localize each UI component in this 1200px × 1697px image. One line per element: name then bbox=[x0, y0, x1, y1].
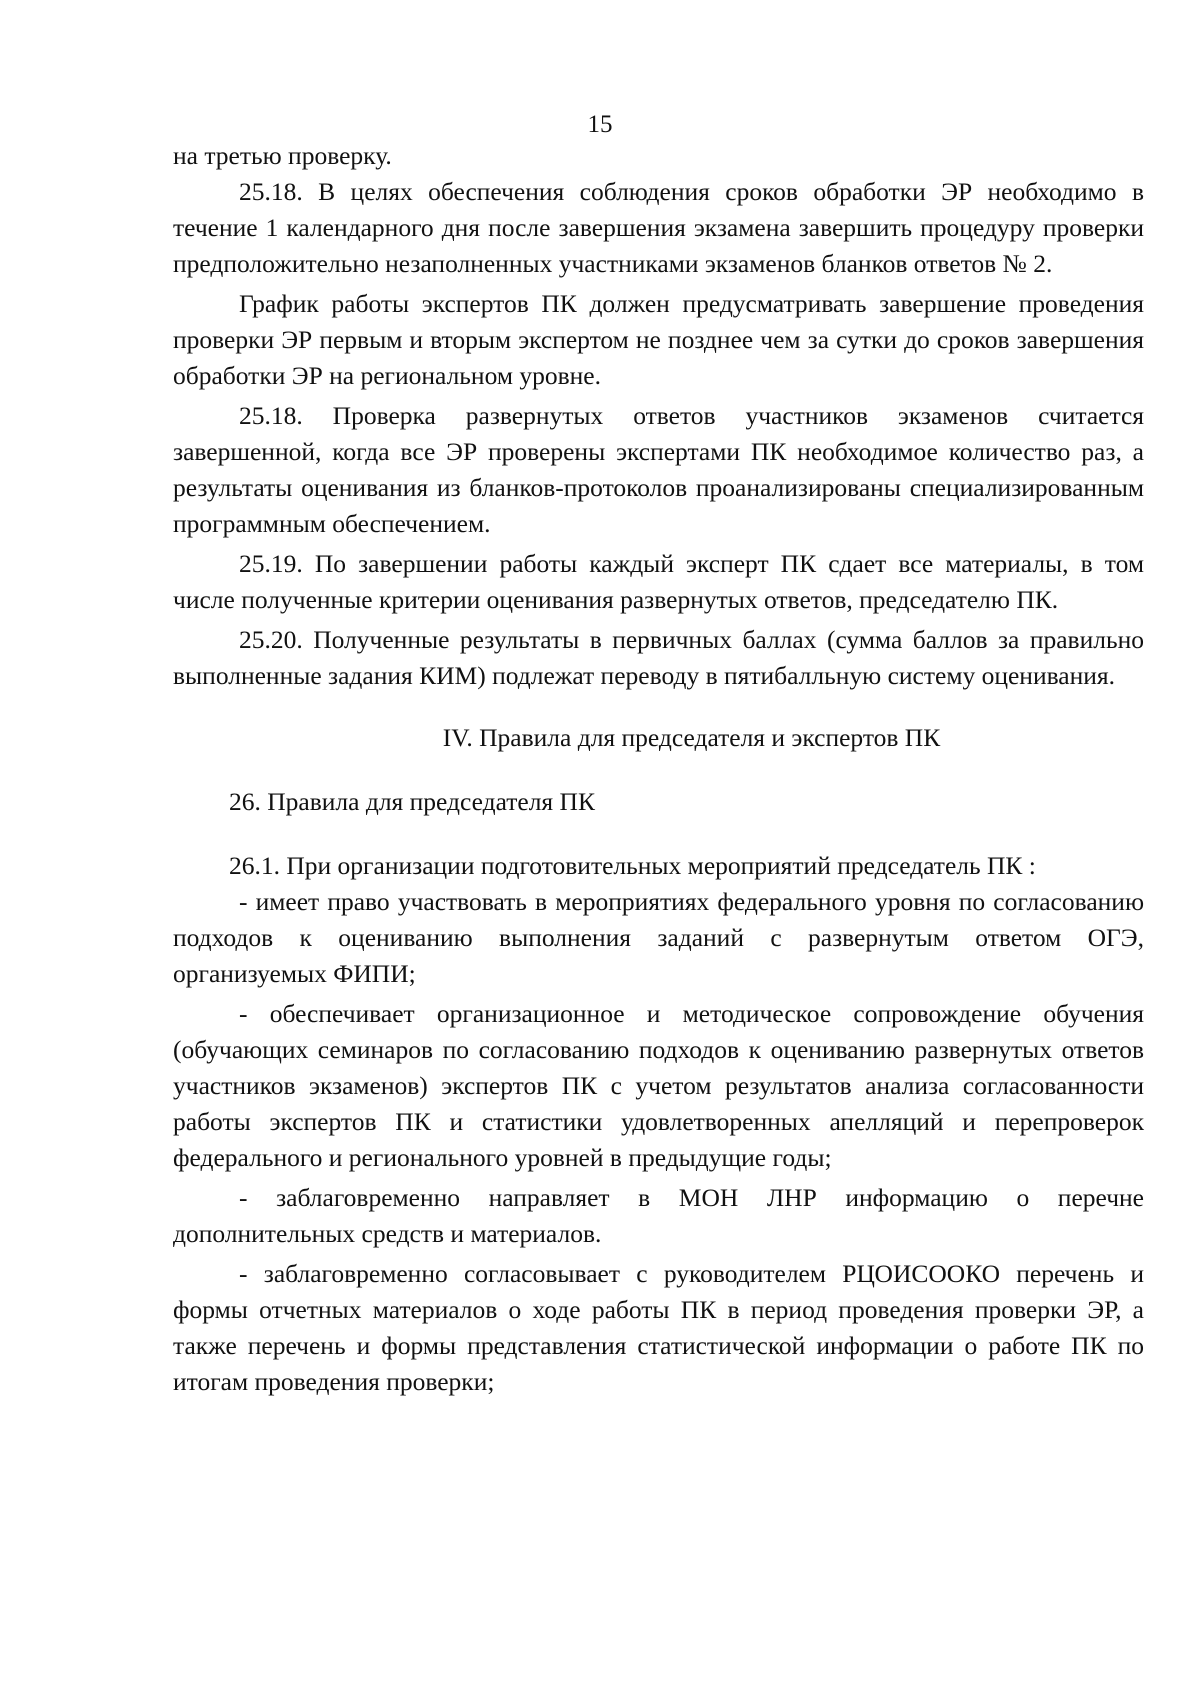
list-item: - заблаговременно согласовывает с руководителем РЦОИСООКО перечень и формы отчетных материалов о ходе работы ПК в период проведения проверки ЭР, а также перечень и формы представления статистической информации о работе ПК по итогам проведения проверки; bbox=[173, 1259, 1144, 1396]
paragraph-25-18-deadline: 25.18. В целях обеспечения соблюдения сроков обработки ЭР необходимо в течение 1 календарного дня после завершения экзамена завершить процедуру проверки предположительно незаполненных участниками экзаменов бланков ответов № 2. bbox=[173, 177, 1144, 278]
document-body bbox=[173, 138, 1144, 1400]
page-number: 15 bbox=[587, 111, 613, 138]
list-item: - заблаговременно направляет в МОН ЛНР информацию о перечне дополнительных средств и материалов. bbox=[173, 1183, 1144, 1248]
section-heading: IV. Правила для председателя и экспертов ПК bbox=[442, 723, 941, 752]
paragraph-continuation: на третью проверку. bbox=[173, 141, 392, 170]
list-item: - обеспечивает организационное и методическое сопровождение обучения (обучающих семинаров по согласованию подходов к оцениванию развернутых ответов участников экзаменов) экспертов ПК с учетом результатов анализа согласованности работы экспертов ПК и статистики удовлетворенных апелляций и перепроверок федерального и регионального уровней в предыдущие годы; bbox=[173, 999, 1144, 1172]
item-26-1-lead: 26.1. При организации подготовительных мероприятий председатель ПК : bbox=[229, 851, 1036, 880]
paragraph-25-20: 25.20. Полученные результаты в первичных баллах (сумма баллов за правильно выполненные задания КИМ) подлежат переводу в пятибалльную систему оценивания. bbox=[173, 625, 1144, 690]
paragraph-25-18-completion: 25.18. Проверка развернутых ответов участников экзаменов считается завершенной, когда все ЭР проверены экспертами ПК необходимое количество раз, а результаты оценивания из бланков-протоколов проанализированы специализированным программным обеспечением. bbox=[173, 401, 1144, 538]
subsection-heading: 26. Правила для председателя ПК bbox=[229, 787, 595, 816]
list-item: - имеет право участвовать в мероприятиях федерального уровня по согласованию подходов к оцениванию выполнения заданий с развернутым ответом ОГЭ, организуемых ФИПИ; bbox=[173, 887, 1144, 988]
paragraph-expert-schedule: График работы экспертов ПК должен предусматривать завершение проведения проверки ЭР первым и вторым экспертом не позднее чем за сутки до сроков завершения обработки ЭР на региональном уровне. bbox=[173, 289, 1144, 390]
paragraph-25-19: 25.19. По завершении работы каждый эксперт ПК сдает все материалы, в том числе полученные критерии оценивания развернутых ответов, председателю ПК. bbox=[173, 549, 1144, 614]
